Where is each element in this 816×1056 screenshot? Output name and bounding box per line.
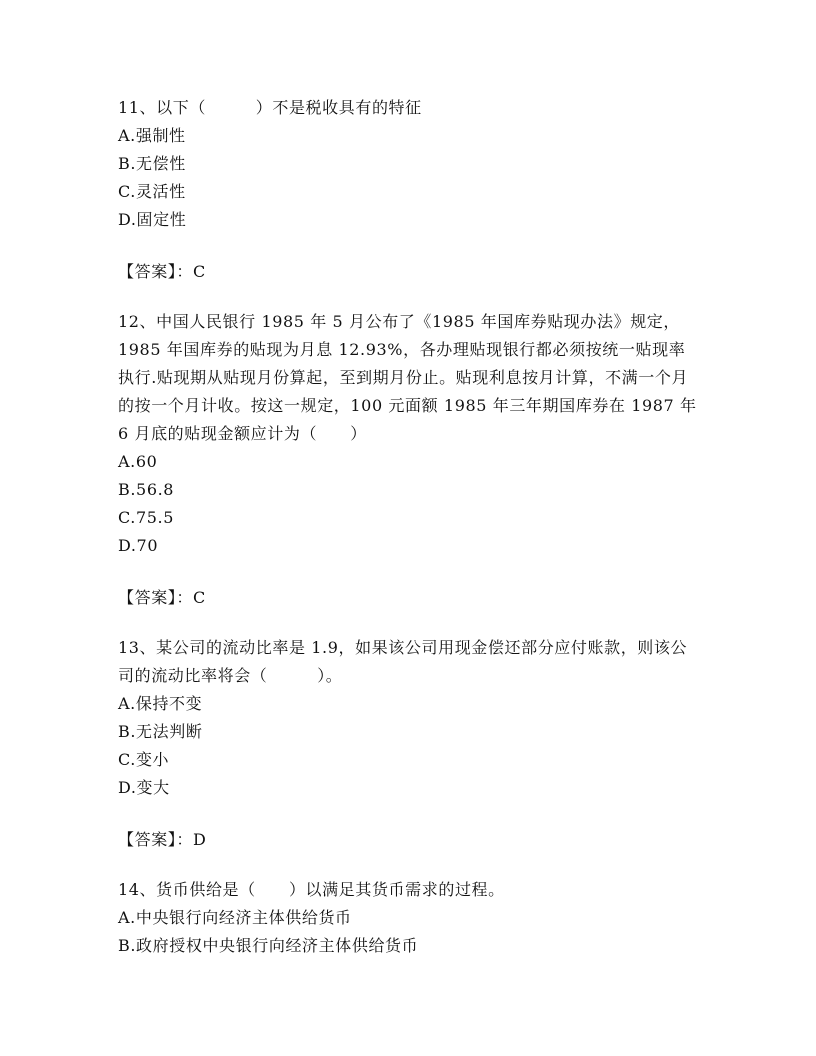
- question-11: [118, 94, 698, 286]
- option-d: D.固定性: [118, 210, 187, 229]
- answer-line: 【答案】：C: [118, 262, 206, 281]
- question-13: [118, 634, 698, 854]
- question-14: [118, 876, 698, 960]
- option-b: B.56.8: [118, 480, 175, 499]
- question-stem: 14、货币供给是（ ）以满足其货币需求的过程。: [118, 880, 505, 899]
- question-stem: 13、某公司的流动比率是 1.9，如果该公司用现金偿还部分应付账款，则该公司的流动比率将会（ ）。: [118, 638, 688, 685]
- answer-line: 【答案】：C: [118, 588, 206, 607]
- question-12: [118, 308, 698, 612]
- question-stem: 12、中国人民银行 1985 年 5 月公布了《1985 年国库券贴现办法》规定，1985 年国库券的贴现为月息 12.93%，各办理贴现银行都必须按统一贴现率执行.贴现期从贴现月份算起，至到期月份止。贴现利息按月计算，不满一个月的按一个月计收。按这一规定，100 元面额 1985 年三年期国库券在 1987 年 6 月底的贴现金额应计为（ ）: [118, 312, 697, 443]
- answer-line: 【答案】：D: [118, 830, 207, 849]
- question-list: [118, 94, 698, 960]
- option-c: C.灵活性: [118, 182, 186, 201]
- option-a: A.保持不变: [118, 694, 203, 713]
- question-stem: 11、以下（ ）不是税收具有的特征: [118, 98, 422, 117]
- option-b: B.政府授权中央银行向经济主体供给货币: [118, 936, 419, 955]
- option-a: A.强制性: [118, 126, 186, 145]
- option-d: D.变大: [118, 778, 170, 797]
- option-c: C.变小: [118, 750, 170, 769]
- option-d: D.70: [118, 536, 159, 555]
- option-a: A.中央银行向经济主体供给货币: [118, 908, 352, 927]
- option-a: A.60: [118, 452, 158, 471]
- option-c: C.75.5: [118, 508, 174, 527]
- option-b: B.无法判断: [118, 722, 203, 741]
- option-b: B.无偿性: [118, 154, 186, 173]
